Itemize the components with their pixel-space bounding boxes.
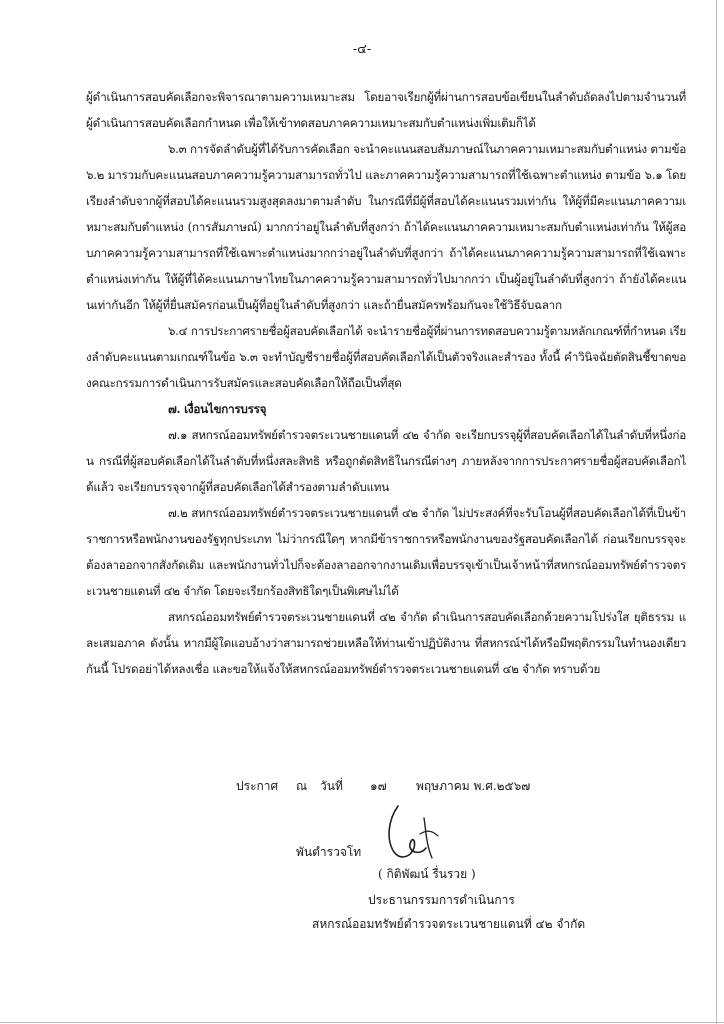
month-year: พฤษภาคม พ.ศ.๒๕๖๗ (416, 779, 531, 793)
at-label: ณ (296, 779, 308, 793)
section-heading-7: ๗. เงื่อนไขการบรรจุ (168, 402, 267, 416)
announced-label: ประกาศ (236, 779, 279, 793)
document-body (86, 84, 686, 682)
paragraph-6-3: ๖.๓ การจัดลำดับผู้ที่ได้รับการคัดเลือก จะนำคะแนนสอบสัมภาษณ์ในภาคความเหมาะสมกับตำแหน่ง ตามข้อ ๖.๒ มารวมกับคะแนนสอบภาคความรู้ความสามารถทั่วไป และภาคความรู้ความสามารถที่ใช้เฉพาะตำแหน่ง ตามข้อ ๖.๑ โดยเรียงลำดับจากผู้ที่สอบได้คะแนนรวมสูงสุดลงมาตามลำดับ ในกรณีที่มีผู้ที่สอบได้คะแนนรวมเท่ากัน ให้ผู้ที่มีคะแนนภาคความเหมาะสมกับตำแหน่ง (การสัมภาษณ์) มากกว่าอยู่ในลำดับที่สูงกว่า ถ้าได้คะแนนภาคความเหมาะสมกับตำแหน่งเท่ากัน ให้ผู้สอบภาคความรู้ความสามารถที่ใช้เฉพาะตำแหน่งมากกว่าอยู่ในลำดับที่สูงกว่า ถ้าได้คะแนนภาคความรู้ความสามารถที่ใช้เฉพาะตำแหน่งเท่ากัน ให้ผู้ที่ได้คะแนนภาษาไทยในภาคความรู้ความสามารถทั่วไปมากกว่า เป็นผู้อยู่ในลำดับที่สูงกว่า ถ้ายังได้คะแนนเท่ากันอีก ให้ผู้ที่ยื่นสมัครก่อนเป็นผู้ที่อยู่ในลำดับที่สูงกว่า และถ้ายื่นสมัครพร้อมกันจะใช้วิธีจับฉลาก (86, 142, 686, 312)
scan-edge-right (716, 0, 717, 1024)
paragraph-7-1: ๗.๑ สหกรณ์ออมทรัพย์ตำรวจตระเวนชายแดนที่ ๔๒ จำกัด จะเรียกบรรจุผู้ที่สอบคัดเลือกได้ในลำดับที่หนึ่งก่อน กรณีที่ผู้สอบคัดเลือกได้ในลำดับที่หนึ่งสละสิทธิ หรือถูกตัดสิทธิในกรณีต่างๆ ภายหลังจากการประกาศรายชื่อผู้สอบคัดเลือกได้แล้ว จะเรียกบรรจุจากผู้ที่สอบคัดเลือกได้สำรองตามลำดับแทน (86, 428, 686, 494)
day-label: วันที่ (320, 779, 343, 793)
page-number: -๔- (352, 42, 372, 57)
signer-rank: พันตำรวจโท (296, 845, 362, 859)
paragraph-closing: สหกรณ์ออมทรัพย์ตำรวจตระเวนชายแดนที่ ๔๒ จำกัด ดำเนินการสอบคัดเลือกด้วยความโปร่งใส ยุติธรรม และเสมอภาค ดังนั้น หากมีผู้ใดแอบอ้างว่าสามารถช่วยเหลือให้ท่านเข้าปฏิบัติงาน ที่สหกรณ์ฯได้หรือมีพฤติกรรมในทำนองเดียวกันนี้ โปรดอย่าได้หลงเชื่อ และขอให้แจ้งให้สหกรณ์ออมทรัพย์ตำรวจตระเวนชายแดนที่ ๔๒ จำกัด ทราบด้วย (86, 610, 686, 676)
signer-organization: สหกรณ์ออมทรัพย์ตำรวจตระเวนชายแดนที่ ๔๒ จำกัด (312, 917, 586, 931)
paragraph-6-4: ๖.๔ การประกาศรายชื่อผู้สอบคัดเลือกได้ จะนำรายชื่อผู้ที่ผ่านการทดสอบความรู้ตามหลักเกณฑ์ที่กำหนด เรียงลำดับคะแนนตามเกณฑ์ในข้อ ๖.๓ จะทำบัญชีรายชื่อผู้ที่สอบคัดเลือกได้เป็นตัวจริงและสำรอง ทั้งนี้ คำวินิจฉัยตัดสินชี้ขาดของคณะกรรมการดำเนินการรับสมัครและสอบคัดเลือกให้ถือเป็นที่สุด (86, 324, 686, 390)
signer-position: ประธานกรรมการดำเนินการ (368, 893, 515, 907)
paragraph-7-2: ๗.๒ สหกรณ์ออมทรัพย์ตำรวจตระเวนชายแดนที่ ๔๒ จำกัด ไม่ประสงค์ที่จะรับโอนผู้ที่สอบคัดเลือกได้ที่เป็นข้าราชการหรือพนักงานของรัฐทุกประเภท ไม่ว่ากรณีใดๆ หากมีข้าราชการหรือพนักงานของรัฐสอบคัดเลือกได้ ก่อนเรียกบรรจุจะต้องลาออกจากสังกัดเดิม และพนักงานทั่วไปก็จะต้องลาออกจากงานเดิมเพื่อบรรจุเข้าเป็นเจ้าหน้าที่สหกรณ์ออมทรัพย์ตำรวจตระเวนชายแดนที่ ๔๒ จำกัด โดยจะเรียกร้องสิทธิใดๆเป็นพิเศษไม่ได้ (86, 506, 686, 598)
day-value: ๑๗ (370, 779, 387, 793)
handwritten-signature-icon (380, 800, 440, 862)
signer-name: ( กิติพัฒน์ รื่นรวย ) (378, 867, 476, 881)
scan-edge-bottom (0, 1022, 724, 1023)
paragraph-continuation: ผู้ดำเนินการสอบคัดเลือกจะพิจารณาตามความเหมาะสม โดยอาจเรียกผู้ที่ผ่านการสอบข้อเขียนในลำดับถัดลงไปตามจำนวนที่ผู้ดำเนินการสอบคัดเลือกกำหนด เพื่อให้เข้าทดสอบภาคความเหมาะสมกับตำแหน่งเพิ่มเติมก็ได้ (86, 90, 686, 130)
